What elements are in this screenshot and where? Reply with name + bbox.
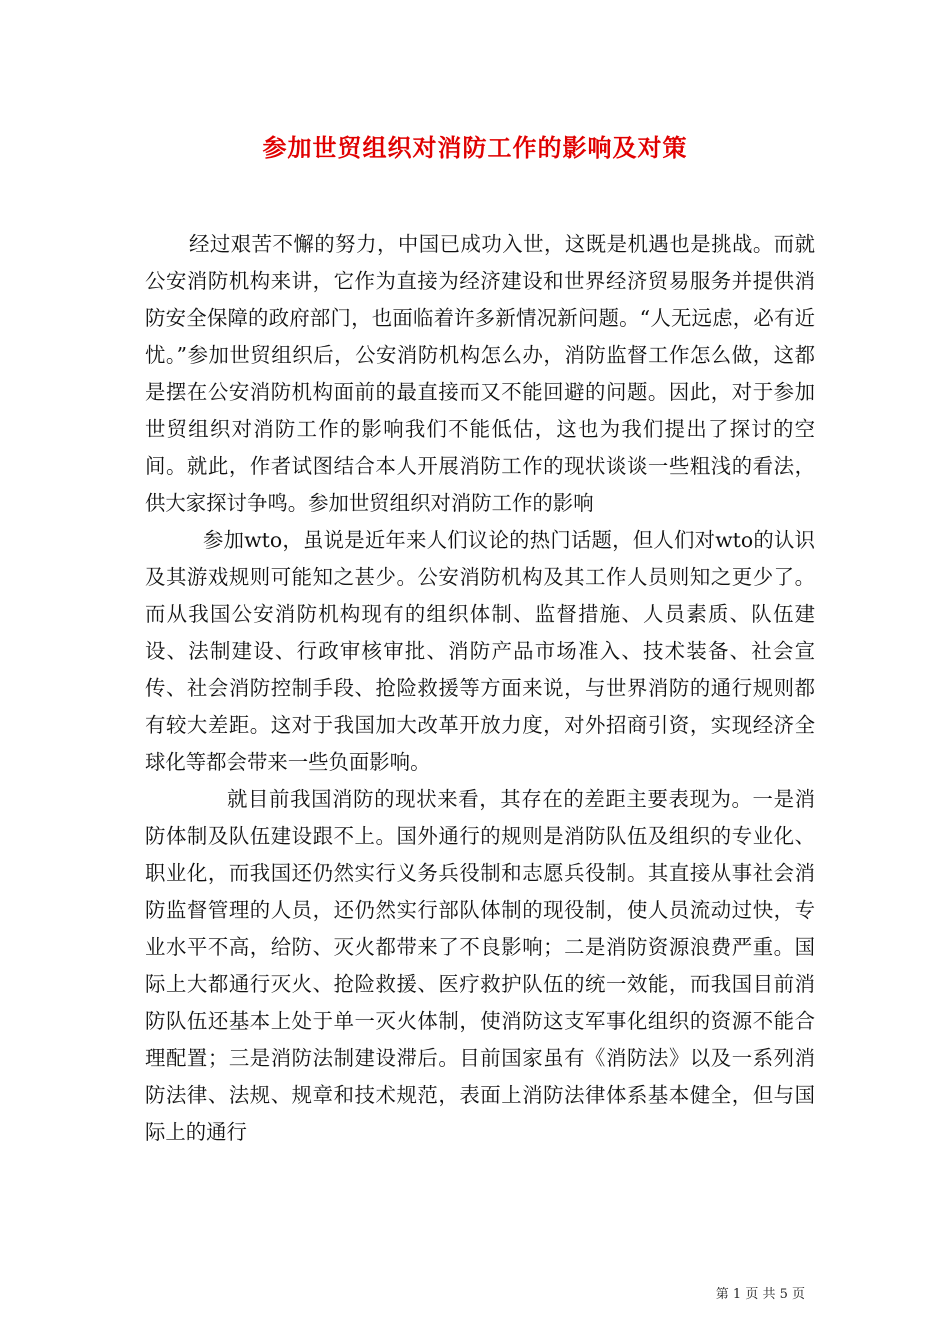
document-body	[145, 226, 815, 1151]
page-number-footer: 第 1 页 共 5 页	[715, 1287, 805, 1302]
paragraph-2: 参加wto，虽说是近年来人们议论的热门话题，但人们对wto的认识及其游戏规则可能知之甚少。公安消防机构及其工作人员则知之更少了。而从我国公安消防机构现有的组织体制、监督措施、人员素质、队伍建设、法制建设、行政审核审批、消防产品市场准入、技术装备、社会宣传、社会消防控制手段、抢险救援等方面来说，与世界消防的通行规则都有较大差距。这对于我国加大改革开放力度，对外招商引资，实现经济全球化等都会带来一些负面影响。	[145, 528, 815, 774]
paragraph-1: 经过艰苦不懈的努力，中国已成功入世，这既是机遇也是挑战。而就公安消防机构来讲，它作为直接为经济建设和世界经济贸易服务并提供消防安全保障的政府部门，也面临着许多新情况新问题。“人无远虑，必有近忧。”参加世贸组织后，公安消防机构怎么办，消防监督工作怎么做，这都是摆在公安消防机构面前的最直接而又不能回避的问题。因此，对于参加世贸组织对消防工作的影响我们不能低估，这也为我们提出了探讨的空间。就此，作者试图结合本人开展消防工作的现状谈谈一些粗浅的看法，供大家探讨争鸣。参加世贸组织对消防工作的影响	[145, 232, 815, 515]
document-title: 参加世贸组织对消防工作的影响及对策	[262, 133, 688, 162]
paragraph-3: 就目前我国消防的现状来看，其存在的差距主要表现为。一是消防体制及队伍建设跟不上。国外通行的规则是消防队伍及组织的专业化、职业化，而我国还仍然实行义务兵役制和志愿兵役制。其直接从事社会消防监督管理的人员，还仍然实行部队体制的现役制，使人员流动过快，专业水平不高，给防、灭火都带来了不良影响；二是消防资源浪费严重。国际上大都通行灭火、抢险救援、医疗救护队伍的统一效能，而我国目前消防队伍还基本上处于单一灭火体制，使消防这支军事化组织的资源不能合理配置；三是消防法制建设滞后。目前国家虽有《消防法》以及一系列消防法律、法规、规章和技术规范，表面上消防法律体系基本健全，但与国际上的通行	[145, 787, 815, 1144]
